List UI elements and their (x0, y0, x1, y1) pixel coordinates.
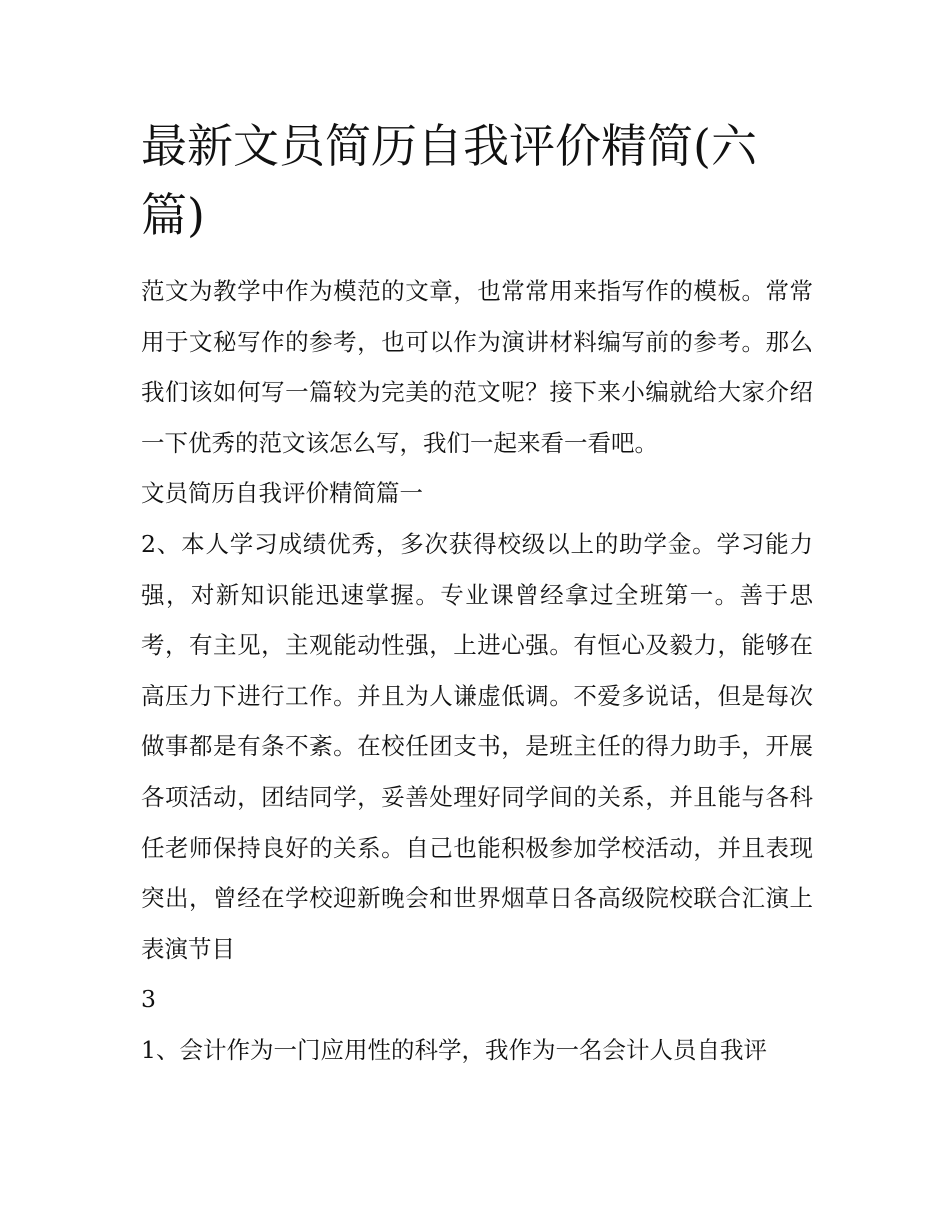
body-paragraph-3: 3 (141, 985, 156, 1014)
intro-paragraph: 范文为教学中作为模范的文章，也常常用来指写作的模板。常常用于文秘写作的参考，也可以作为演讲材料编写前的参考。那么我们该如何写一篇较为完美的范文呢？接下来小编就给大家介绍一下优秀的范文该怎么写，我们一起来看一看吧。 (141, 277, 813, 457)
body-paragraph-1: 1、会计作为一门应用性的科学，我作为一名会计人员自我评 (141, 1035, 767, 1064)
document-page (141, 112, 813, 1076)
section-heading: 文员简历自我评价精简篇一 (141, 479, 423, 508)
document-title: 最新文员简历自我评价精简(六篇) (141, 119, 757, 242)
body-paragraph-2: 2、本人学习成绩优秀，多次获得校级以上的助学金。学习能力强，对新知识能迅速掌握。专业课曾经拿过全班第一。善于思考，有主见，主观能动性强，上进心强。有恒心及毅力，能够在高压力下进行工作。并且为人谦虚低调。不爱多说话，但是每次做事都是有条不紊。在校任团支书，是班主任的得力助手，开展各项活动，团结同学，妥善处理好同学间的关系，并且能与各科任老师保持良好的关系。自己也能积极参加学校活动，并且表现突出，曾经在学校迎新晚会和世界烟草日各高级院校联合汇演上表演节目 (141, 529, 813, 963)
